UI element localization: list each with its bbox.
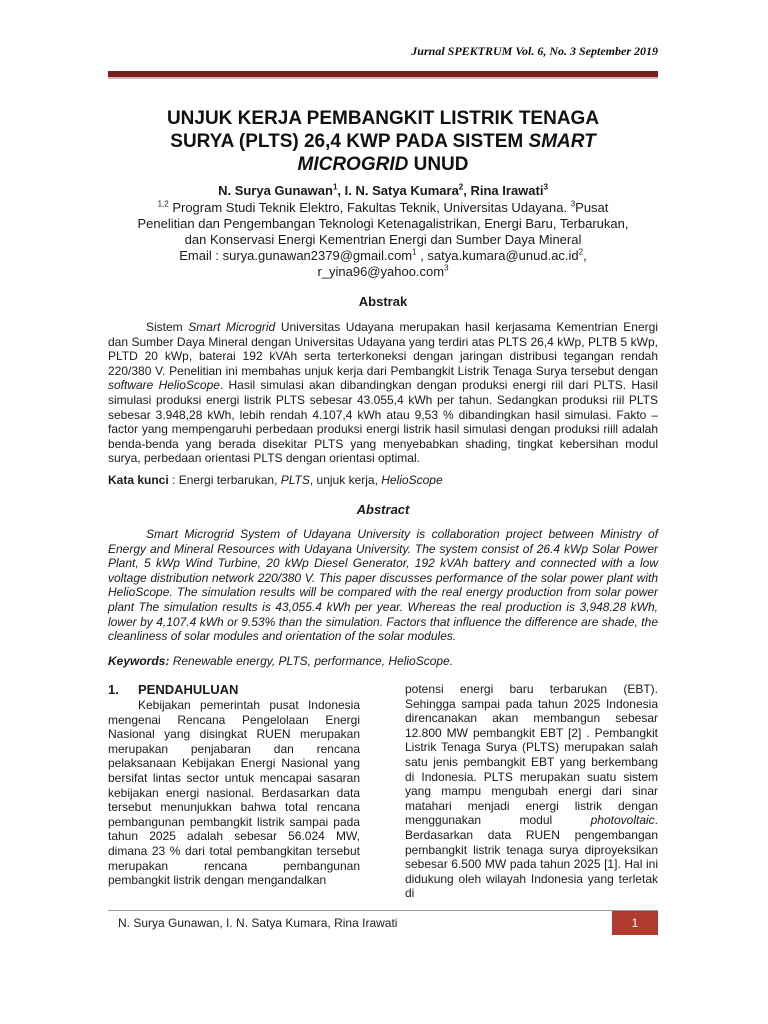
abstrak-p1: Sistem <box>146 320 189 334</box>
author-2: I. N. Satya Kumara <box>344 183 459 198</box>
intro-left-text: Kebijakan pemerintah pusat Indonesia mengenai Rencana Pengelolaan Energi Nasional yang disingkat RUEN merupakan merupakan penjabaran dan rencana pelaksanaan Kebijakan Energi Nasional yang bersifat lintas sector untuk mencapai sasaran kebijakan energi nasional. Berdasarkan data tersebut menunjukkan bahwa total rencana pembangunan pembangkit listrik sampai pada tahun 2025 adalah sebesar 56.024 MW, dimana 23 % dari total pembangkitan tersebut merupakan rencana pembangunan pembangkit listrik dengan mengandalkan <box>108 698 360 888</box>
intro-right-italic: photovoltaic <box>590 813 655 828</box>
abstrak-p1-italic: Smart Microgrid <box>188 320 276 334</box>
section-number: 1. <box>108 682 119 697</box>
author-3-sup: 3 <box>543 182 548 192</box>
email-1: Email : surya.gunawan2379@gmail.com <box>179 248 413 263</box>
page-number: 1 <box>612 911 658 935</box>
email-3-sup: 3 <box>444 263 449 273</box>
keywords <box>108 654 658 668</box>
title-line-2 <box>108 130 658 153</box>
author-sep-1: , <box>337 183 345 198</box>
abstract-heading: Abstract <box>356 502 410 517</box>
email-2-sup: 2 <box>578 247 584 257</box>
kata-kunci-1: : Energi terbarukan, <box>168 473 281 487</box>
title-line-3-text: UNUD <box>408 154 469 175</box>
email-comma: , <box>583 248 587 263</box>
abstract-body: Smart Microgrid System of Udayana University is collaboration project between Ministry of Energy and Mineral Resources with Udayana University. The system consist of 26.4 kWp Solar Power Plant, 5 kWp Wind Turbine, 20 kWp Diesel Generator, 192 kVAh battery and connected with a low voltage distribution network 220/380 V. This paper discusses performance of the solar power plant with HelioScope. The simulation results will be compared with the real energy production from solar power plant The simulation results is 43,055.4 kWh per year. Whereas the real production is 3,948.28 kWh, lower by 4,107.4 kWh or 9.53% than the simulation. Factors that influence the difference are shade, the cleanliness of solar modules and orientation of the solar modules. <box>108 527 658 644</box>
abstrak-p3: . Hasil simulasi akan dibandingkan dengan produksi energi riil dari PLTS. Hasil simulasi produksi energi listrik PLTS sebesar 43.055,4 kWh per tahun. Sedangkan produksi riil PLTS sebesar 3.948,28 kWh, lebih rendah 4.107,4 kWh atau 9,53 % dibandingkan hasil simulasi. Fakto – factor yang mempengaruhi perbedaan produksi energi listrik hasil simulasi dengan produksi riill adalah benda-benda yang berada disekitar PLTS yang menyebabkan shading, tingkat kebersihan modul surya, perbedaan orientasi PLTS dengan orientasi optimal. <box>108 378 659 466</box>
intro-right-text <box>405 682 658 901</box>
author-3: Rina Irawati <box>470 183 544 198</box>
author-list <box>108 183 658 198</box>
email-line-2 <box>108 264 658 280</box>
affil-line-1 <box>108 200 658 216</box>
section-title: PENDAHULUAN <box>138 682 239 697</box>
author-sep-2: , <box>463 183 471 198</box>
title-line-3-italic: MICROGRID <box>297 154 409 175</box>
affil-sup-12: 1,2 <box>157 199 169 209</box>
email-line <box>108 248 658 264</box>
intro-right-1: potensi energi baru terbarukan (EBT). Sehingga sampai pada tahun 2025 Indonesia direncanakan akan membangun sebesar 12.800 MW pembangkit EBT [2] . Pembangkit Listrik Tenaga Surya (PLTS) merupakan salah satu jenis pembangkit EBT yang berkembang di Indonesia. PLTS merupakan suatu sistem yang mampu mengubah energi dari sinar matahari menjadi energi listrik dengan menggunakan modul <box>405 682 658 828</box>
email-3: r_yina96@yahoo.com <box>317 264 445 279</box>
footer-authors: N. Surya Gunawan, I. N. Satya Kumara, Rina Irawati <box>118 916 398 930</box>
affil-sup-3: 3 <box>570 199 576 209</box>
author-1-sup: 1 <box>332 182 338 192</box>
title-line-2-italic: SMART <box>528 131 596 152</box>
keywords-label: Keywords: <box>108 654 170 668</box>
kata-kunci-4: HelioScope <box>381 473 443 487</box>
paper-title <box>108 107 658 176</box>
column-left <box>108 682 360 888</box>
kata-kunci-2: PLTS <box>280 473 310 487</box>
kata-kunci-label: Kata kunci <box>108 473 169 487</box>
abstrak-p2: Universitas Udayana merupakan hasil kerjasama Kementrian Energi dan Sumber Daya Mineral dengan Universitas Udayana yang terdiri atas PLTS 26,4 kWp, PLTB 5 kWp, PLTD 20 kWp, baterai 192 kVAh serta terterkoneksi dengan jaringan distribusi tegangan rendah 220/380 V. Penelitian ini membahas unjuk kerja dari Pembangkit Listrik Tenaga Surya tersebut dengan <box>108 320 658 378</box>
footer-rule <box>108 910 658 911</box>
abstrak-heading: Abstrak <box>358 294 408 309</box>
affil-text-1b: Pusat <box>575 200 609 215</box>
email-2: , satya.kumara@unud.ac.id <box>416 248 579 263</box>
abstrak-body <box>108 320 658 466</box>
affil-line-2: Penelitian dan Pengembangan Teknologi Ketenagalistrikan, Energi Baru, Terbarukan, <box>137 216 629 231</box>
kata-kunci-3: , unjuk kerja, <box>309 473 382 487</box>
section-heading <box>108 682 360 697</box>
author-2-sup: 2 <box>458 182 464 192</box>
affil-line-3: dan Konservasi Energi Kementrian Energi dan Sumber Daya Mineral <box>184 232 582 247</box>
affiliation <box>108 200 658 280</box>
title-line-3 <box>108 153 658 176</box>
keywords-text: Renewable energy, PLTS, performance, HelioScope. <box>169 654 454 668</box>
author-1: N. Surya Gunawan <box>218 183 333 198</box>
abstrak-p2-italic: software HelioScope <box>108 378 220 393</box>
title-line-1: UNJUK KERJA PEMBANGKIT LISTRIK TENAGA <box>166 108 600 129</box>
journal-header: Jurnal SPEKTRUM Vol. 6, No. 3 September 2019 <box>411 44 658 58</box>
kata-kunci <box>108 473 658 487</box>
column-right <box>405 682 658 901</box>
email-1-sup: 1 <box>412 247 417 257</box>
affil-text-1: Program Studi Teknik Elektro, Fakultas Teknik, Universitas Udayana. <box>168 200 571 215</box>
header-rule <box>108 71 658 79</box>
intro-right-2: . Berdasarkan data RUEN pengembangan pembangkit listrik tenaga surya diproyeksikan sebesar 6.500 MW pada tahun 2025 [1]. Hal ini didukung oleh wilayah Indonesia yang terletak di <box>405 813 658 901</box>
title-line-2-text: SURYA (PLTS) 26,4 KWP PADA SISTEM <box>170 131 529 152</box>
